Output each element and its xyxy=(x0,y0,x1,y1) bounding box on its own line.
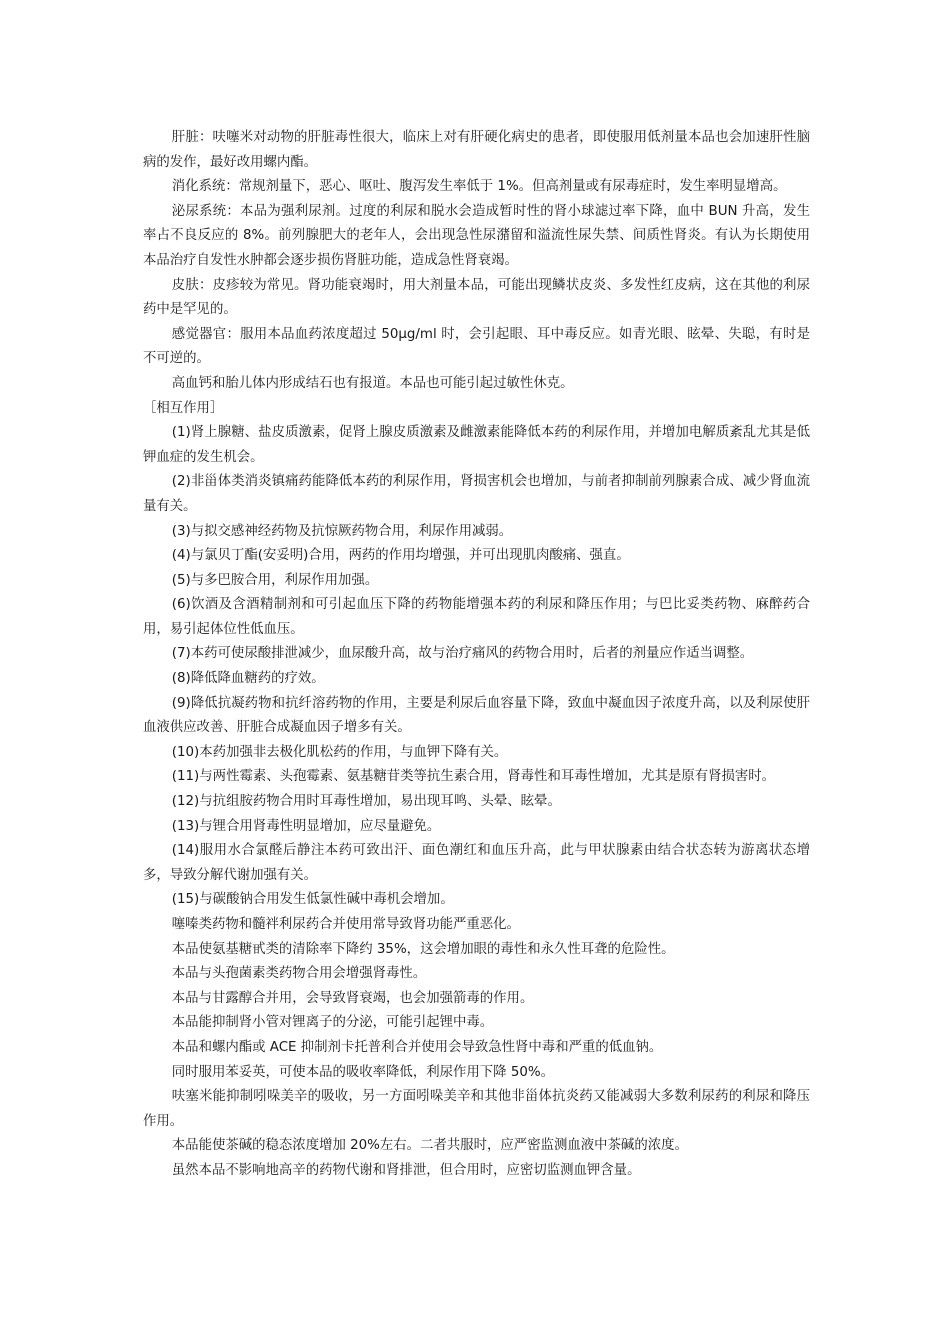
paragraph-note: 同时服用苯妥英，可使本品的吸收率降低，利尿作用下降 50%。 xyxy=(171,1064,554,1080)
interaction-item: (11)与两性霉素、头孢霉素、氨基糖苷类等抗生素合用，肾毒性和耳毒性增加，尤其是原有肾损害时。 xyxy=(171,769,776,785)
interaction-item: (3)与拟交感神经药物及抗惊厥药物合用，利尿作用减弱。 xyxy=(171,523,513,539)
section-heading-interactions: ［相互作用］ xyxy=(143,400,224,416)
interaction-item: (9)降低抗凝药物和抗纤溶药物的作用，主要是利尿后血容量下降，致血中凝血因子浓度升高，以及利尿使肝血液供应改善、肝脏合成凝血因子增多有关。 xyxy=(143,695,810,736)
paragraph-note: 本品使氨基糖甙类的清除率下降约 35%，这会增加眼的毒性和永久性耳聋的危险性。 xyxy=(171,941,675,957)
paragraph-note: 本品与头孢菌素类药物合用会增强肾毒性。 xyxy=(171,966,427,982)
interaction-item: (5)与多巴胺合用，利尿作用加强。 xyxy=(171,572,379,588)
interaction-item: (14)服用水合氯醛后静注本药可致出汗、面色潮红和血压升高，此与甲状腺素由结合状态转为游离状态增多，导致分解代谢加强有关。 xyxy=(143,843,810,883)
paragraph-liver: 肝脏：呋噻米对动物的肝脏毒性很大，临床上对有肝硬化病史的患者，即使服用低剂量本品也会加速肝性脑病的发作，最好改用螺内酯。 xyxy=(143,130,810,170)
interaction-item: (6)饮酒及含酒精制剂和可引起血压下降的药物能增强本药的利尿和降压作用；与巴比妥类药物、麻醉药合用，易引起体位性低血压。 xyxy=(143,597,810,637)
document-page xyxy=(143,126,810,1184)
paragraph-note: 本品和螺内酯或 ACE 抑制剂卡托普利合并使用会导致急性肾中毒和严重的低血钠。 xyxy=(171,1039,663,1055)
interaction-item: (4)与氯贝丁酯(安妥明)合用，两药的作用均增强，并可出现肌肉酸痛、强直。 xyxy=(171,548,630,564)
paragraph-digestive-system: 消化系统：常规剂量下，恶心、呕吐、腹泻发生率低于 1%。但高剂量或有尿毒症时，发生率明显增高。 xyxy=(171,179,787,195)
interaction-item: (1)肾上腺糖、盐皮质激素，促肾上腺皮质激素及雌激素能降低本药的利尿作用，并增加电解质紊乱尤其是低钾血症的发生机会。 xyxy=(143,425,810,465)
interaction-item: (10)本药加强非去极化肌松药的作用，与血钾下降有关。 xyxy=(171,744,508,760)
interaction-item: (2)非甾体类消炎镇痛药能降低本药的利尿作用，肾损害机会也增加，与前者抑制前列腺素合成、减少肾血流量有关。 xyxy=(143,474,810,514)
interaction-item: (12)与抗组胺药物合用时耳毒性增加，易出现耳鸣、头晕、眩晕。 xyxy=(171,794,561,810)
paragraph-urinary-system: 泌尿系统：本品为强利尿剂。过度的利尿和脱水会造成暂时性的肾小球滤过率下降，血中 BUN 升高，发生率占不良反应的 8%。前列腺肥大的老年人，会出现急性尿潴留和溢流性尿失禁、间质性肾炎。有认为长期使用本品治疗自发性水肿都会逐步损伤肾脏功能，造成急性肾衰竭。 xyxy=(143,203,810,268)
paragraph-note: 噻嗪类药物和髓袢利尿药合并使用常导致肾功能严重恶化。 xyxy=(171,917,520,932)
interaction-item: (7)本药可使尿酸排泄减少，血尿酸升高，故与治疗痛风的药物合用时，后者的剂量应作适当调整。 xyxy=(171,646,754,662)
paragraph-note: 呋塞米能抑制吲哚美辛的吸收，另一方面吲哚美辛和其他非甾体抗炎药又能减弱大多数利尿药的利尿和降压作用。 xyxy=(143,1089,810,1129)
paragraph-note: 本品与甘露醇合并用，会导致肾衰竭，也会加强箭毒的作用。 xyxy=(171,990,534,1006)
paragraph-sensory-organs: 感觉器官：服用本品血药浓度超过 50μg/ml 时，会引起眼、耳中毒反应。如青光眼、眩晕、失聪，有时是不可逆的。 xyxy=(143,326,810,367)
paragraph-note: 本品能使茶碱的稳态浓度增加 20%左右。二者共服时，应严密监测血液中茶碱的浓度。 xyxy=(171,1138,688,1154)
interaction-item: (13)与锂合用肾毒性明显增加，应尽量避免。 xyxy=(171,818,441,834)
paragraph-skin: 皮肤：皮疹较为常见。肾功能衰竭时，用大剂量本品，可能出现鳞状皮炎、多发性红皮病，这在其他的利尿药中是罕见的。 xyxy=(143,277,810,318)
paragraph-hypercalcemia: 高血钙和胎儿体内形成结石也有报道。本品也可能引起过敏性休克。 xyxy=(171,375,574,391)
interaction-item: (15)与碳酸钠合用发生低氯性碱中毒机会增加。 xyxy=(171,892,454,908)
paragraph-note: 虽然本品不影响地高辛的药物代谢和肾排泄，但合用时，应密切监测血钾含量。 xyxy=(171,1162,641,1178)
paragraph-note: 本品能抑制肾小管对锂离子的分泌，可能引起锂中毒。 xyxy=(171,1015,494,1031)
interaction-item: (8)降低降血糖药的疗效。 xyxy=(171,671,325,687)
